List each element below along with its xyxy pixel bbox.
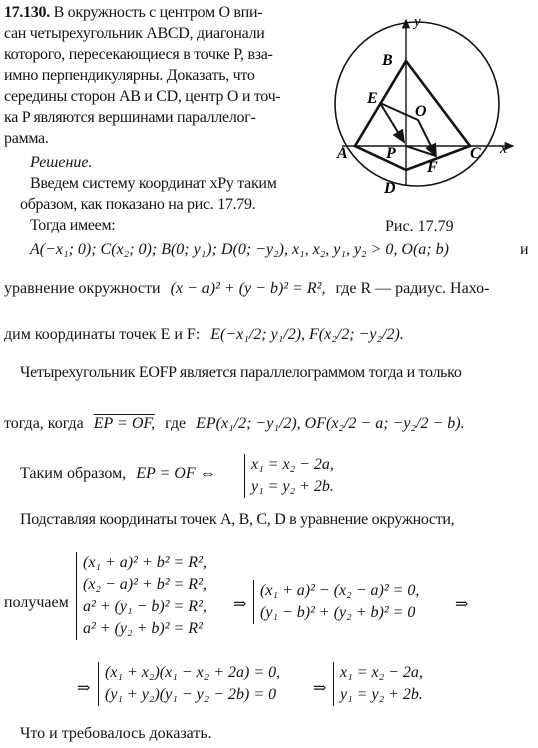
substitution-line: Подставляя координаты точек A, B, C, D в уравнение окружности, (20, 511, 455, 528)
problem-line-2: сан четырехугольник ABCD, диагонали (4, 25, 265, 42)
label-o: O (415, 103, 427, 120)
when-equation: EP = OF, (93, 415, 156, 432)
thus-pre: Таким образом, (20, 465, 127, 482)
quadrilateral-abcd (355, 61, 470, 170)
label-p: P (386, 145, 396, 162)
intro-line-2: образом, как показано на рис. 17.79. (20, 196, 256, 213)
system-final-left-1: (x₁ + x₂)(x₁ − x₂ + 2a) = 0, (105, 664, 281, 681)
problem-line-6: ка P являются вершинами параллелог- (4, 109, 256, 126)
problem-text (4, 2, 280, 149)
ef-equation: E(−x₁/2; y₁/2), F(x₂/2; −y₂/2). (210, 326, 404, 343)
system-four (76, 552, 207, 640)
problem-line-5: середины сторон AB и CD, центр O и точ- (4, 88, 281, 105)
label-b: B (382, 52, 393, 69)
circle-pre: уравнение окружности (4, 280, 161, 297)
system-four-3: a² + (y₁ − b)² = R², (83, 598, 207, 615)
ef-pre: дим координаты точек E и F: (4, 326, 201, 343)
thus-system (244, 454, 334, 498)
system-final-left (98, 662, 280, 706)
solution-intro (20, 173, 277, 236)
parallelogram-line: Четырехугольник EOFP является параллелограммом тогда и только (20, 364, 462, 381)
thus-line (20, 465, 216, 483)
label-e: E (367, 90, 378, 107)
thus-equation: EP = OF ⇔ (136, 465, 216, 482)
coords-and: и (520, 241, 529, 258)
where-word: где (165, 415, 187, 432)
arrow-1: ⇒ (233, 596, 247, 613)
problem-line-4: имно перпендикулярны. Доказать, что (4, 67, 255, 84)
system-two-2: (y₁ − b)² + (y₂ + b)² = 0 (260, 604, 416, 621)
coords-line (30, 241, 449, 259)
label-x: x (500, 140, 508, 157)
system-four-1: (x₁ + a)² + b² = R², (83, 554, 207, 571)
arrow-4: ⇒ (313, 680, 327, 697)
label-a: A (337, 145, 348, 162)
label-c: C (470, 145, 481, 162)
intro-line-3: Тогда имеем: (30, 217, 116, 234)
label-f: F (427, 159, 438, 176)
system-two-1: (x₁ + a)² − (x₂ − a)² = 0, (260, 582, 420, 599)
arrow-2: ⇒ (455, 596, 469, 613)
geometry-figure (330, 10, 535, 232)
thus-system-1: x₁ = x₂ − 2a, (251, 456, 334, 473)
arrow-3: ⇒ (77, 680, 91, 697)
when-line (4, 415, 465, 433)
system-final-right (333, 662, 423, 706)
problem-line-7: рамма. (4, 130, 49, 147)
intro-line-1: Введем систему координат xPy таким (30, 175, 277, 192)
label-d: D (384, 180, 396, 197)
system-final-left-2: (y₁ + y₂)(y₁ − y₂ − 2b) = 0 (105, 686, 277, 703)
coords-formula: A(−x₁; 0); C(x₂; 0); B(0; y₁); D(0; −y₂), x₁, x₂, y₁, y₂ > 0, O(a; b) (30, 241, 449, 258)
circle-equation: (x − a)² + (y − b)² = R², (170, 280, 326, 297)
label-y: y (414, 14, 421, 30)
ef-line (4, 326, 404, 344)
system-final-right-1: x₁ = x₂ − 2a, (340, 664, 423, 681)
when-pre: тогда, когда (4, 415, 84, 432)
figure-caption: Рис. 17.79 (385, 218, 454, 235)
system-four-4: a² + (y₂ + b)² = R² (83, 620, 203, 637)
thus-system-2: y₁ = y₂ + 2b. (251, 478, 334, 495)
problem-line-3: которого, пересекающиеся в точке P, вза- (4, 46, 273, 63)
problem-number: 17.130. (4, 4, 50, 21)
circle-post: где R — радиус. Нахо- (335, 280, 490, 297)
problem-line-1: В окружность с центром O впи- (49, 4, 263, 21)
circle-line (4, 280, 489, 298)
system-final-right-2: y₁ = y₂ + 2b. (340, 686, 423, 703)
system-four-2: (x₂ − a)² + b² = R², (83, 576, 207, 593)
get-word: получаем (4, 594, 69, 611)
solution-heading: Решение. (30, 154, 93, 171)
vectors-equation: EP(x₁/2; −y₁/2), OF(x₂/2 − a; −y₂/2 − b). (196, 415, 465, 432)
system-two (253, 580, 419, 624)
qed-line: Что и требовалось доказать. (20, 725, 212, 742)
